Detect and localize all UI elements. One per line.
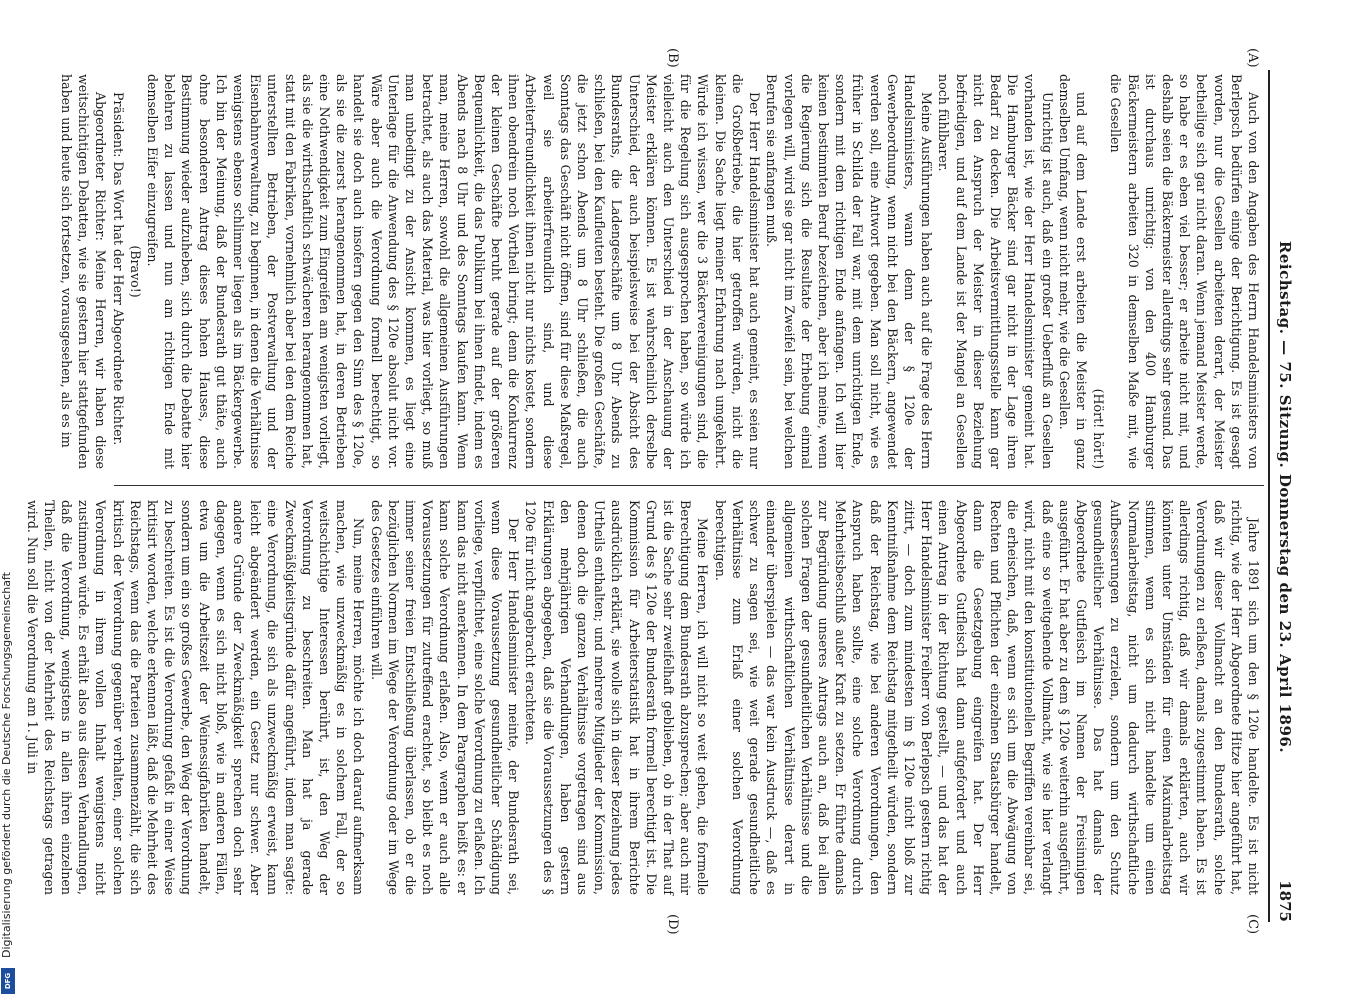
margin-mark-b: (B) (665, 48, 680, 68)
digitization-credit: Digitalisierung gefördert durch die Deutsche Forschungsgemeinschaft (0, 572, 13, 958)
margin-mark-a: (A) (1245, 48, 1260, 68)
paragraph: und auf dem Lande erst arbeiten die Meister in ganz demselben Umfang, wenn nicht mehr, wie die Gesellen. (1056, 74, 1089, 469)
interjection: (Hört! hört!) (1091, 388, 1107, 469)
running-head (1270, 72, 1294, 922)
scanned-page (24, 42, 1300, 942)
page-number: 1875 (1276, 880, 1294, 922)
dfg-logo-icon (1, 968, 15, 994)
column-divider (114, 485, 1264, 486)
dfg-logo-text: DFG (4, 972, 12, 990)
paragraph: Meine Herren, ich will nicht so weit gehen, die formelle Berechtigung dem Bundesrath abzusprechen; aber auch mir ist die Sache sehr zweifelhaft geblieben, ob in der That auf Grund des § 120e der Bundesrath formell berechtigt ist. Die Kommission für Arbeiterstatistik hat in ihrem Berichte ausdrücklich erklärt, sie wolle sich in dieser Beziehung jedes Urtheils enthalten; und mehrere Mitglieder der Kommission, denen doch die ganzen Verhältnisse vorgetragen sind aus den mehrjährigen Verhandlungen, haben gestern Erklärungen abgegeben, daß sie die Voraussetzungen des § 120e für nicht angebracht erachteten. (523, 500, 711, 895)
right-column (24, 500, 1262, 895)
paragraph: Der Herr Handelsminister meinte, der Bundesrath sei, wenn diese Voraussetzung gesundheitlicher Schädigung vorliege, verpflichtet, eine solche Verordnung zu erlaßen. Ich kann das nicht anerkennen. In dem Paragraphen heißt es: er kann solche Verordnung erlaßen. Also, wenn er auch alle Voraussetzungen für zutreffend erachtet, so bleibt es noch immer seiner freien Entschließung überlassen, ob er die bezüglichen Normen im Wege der Verordnung oder im Wege des Gesetzes einführen will. (368, 500, 522, 895)
left-column (58, 74, 1262, 469)
speaker-paragraph: Abgeordneter Richter: Meine Herren, wir haben diese weitschichtigen Debatten, wie sie gestern hier stattgefunden haben und heute sich fortsetzen, vorausgesehen, als es im (58, 74, 109, 469)
margin-mark-c: (C) (1245, 914, 1260, 935)
header-rule (1268, 70, 1270, 922)
interjection: (Bravo!) (127, 245, 143, 298)
paragraph: Jahre 1891 sich um den § 120e handelte. Es ist nicht richtig, wie der Herr Abgeordnete Hitze hier angeführt hat, daß wir dieser Vollmacht an den Bundesrath, solche Verordnungen zu erlaßen, damals zugestimmt haben. Es ist allerdings richtig, daß wir damals erklärten, auch wir könnten unter Umständen für einen Maximalarbeitstag stimmen, wenn es sich nicht handelte um einen Normalarbeitstag, nicht um dadurch wirthschaftliche Aufbesserungen zu erzielen, sondern um den Schutz gesundheitlicher Verhältnisse. Das hat damals der Abgeordnete Gutfleisch im Namen der Freisinnigen ausgeführt. Er hat aber zu dem § 120e weiterhin ausgeführt, daß eine so weitgehende Vollmacht, wie sie hier verlangt wird, nicht mit den konstitutionellen Begriffen vereinbar sei, die erheischen, daß, wenn es sich um die Abwägung von Rechten und Pflichten der einzelnen Staatsbürger handelt, dann die Gesetzgebung eingreifen hat. Der Herr Abgeordnete Gutfleisch hat dann aufgefordert und auch einen Antrag in der Richtung gestellt, — und das hat der Herr Handelsminister Freiherr von Berlepsch gestern richtig zitirt, — doch zum mindesten im § 120e nicht bloß zur Kenntnißnahme dem Reichstag mitgetheilt würden, sondern daß der Reichstag, wie bei anderen Verordnungen, den Anspruch haben sollte, eine solche Verordnung durch Mehrheitsbeschluß außer Kraft zu setzen. Er führte damals zur Begründung unseres Antrags auch an, daß bei allen solchen Fragen der gesundheitlichen Verhältnisse und die allgemeinen wirthschaftlichen Verhältnisse derart in einander überspielen — das war kein Ausdruck —, daß es schwer zu sagen sei, wie weit gerade gesundheitliche Verhältnisse zum Erlaß einer solchen Verordnung berechtigen. (712, 500, 1261, 895)
paragraph: Meine Ausführungen haben auch auf die Frage des Herrn Handelsministers, wann denn der § 120e der Gewerbeordnung, wenn nicht bei den Bäckern, angewendet werden soll, eine Antwort gegeben. Man soll nicht, wie es früher in Schilda der Fall war, mit dem unrichtigen Ende, sondern mit dem richtigen Ende anfangen. Ich will hier keinen bestimmten Beruf bezeichnen, aber ich meine, wenn die Regierung sich die Resultate der Erhebung einmal vorlegen will, wird sie gar nicht im Zweifel sein, bei welchen Berufen sie anfangen muß. (764, 74, 935, 469)
paragraph: Der Herr Handelsminister hat auch gemeint, es seien nur die Großbetriebe, die hier getroffen würden, nicht die kleinen. Die Sache liegt meiner Erfahrung nach umgekehrt. Würde ich wissen, wer die 3 Bäckervereinigungen sind, die für die Regelung sich ausgesprochen haben, so würde ich vielleicht auch den Unterschied in der Anschauung der Meister erklären können. Es ist wahrscheinlich derselbe Unterschied, der auch beispielsweise bei der Absicht des Bundesraths, die Ladengeschäfte um 8 Uhr Abends zu schließen, bei den Kaufleuten besteht. Die großen Geschäfte, die jetzt schon Abends um 8 Uhr schließen, die auch Sonntags das Geschäft nicht öffnen, sind für diese Maßregel, weil sie arbeiterfreundlich sind, und diese Arbeiterfreundlichkeit ihnen nicht nur nichts kostet, sondern ihnen obendrein noch Vortheil bringt; denn die Konkurrenz der kleinen Geschäfte beruht gerade auf der größeren Bequemlichkeit, die das Publikum bei ihnen findet, indem es Abends nach 8 Uhr und des Sonntags kaufen kann. Wenn man, meine Herren, sowohl die allgemeinen Ausführungen betrachtet, als auch das Material, was hier vorliegt, so muß man unbedingt zu der Ansicht kommen, es liegt eine Unterlage für die Anwendung des § 120e absolut nicht vor. Wäre aber auch die Verordnung formell berechtigt, so handelt sie doch auch insofern gegen den Sinn des § 120e, als sie die zuerst herangenommen hat, in deren Betrieben eine Nothwendigkeit zum Eingreifen am wenigsten vorliegt, als sie die wirthschaftlich schwächeren herangenommen hat, statt mit den Fabriken, vornehmlich aber bei den dem Reiche unterstellten Betrieben, der Postverwaltung und der Eisenbahnverwaltung, zu beginnen, in denen die Verhältnisse wenigstens ebenso schlimmer liegen als im Bäckergewerbe. Ich bin der Meinung, daß der Bundesrath gut thäte, auch ohne besonderen Antrag dieses hohen Hauses, diese Bestimmung wieder aufzuheben, sich durch die Debatte hier belehren zu lassen und nun am richtigen Ende mit demselben Eifer einzugreifen. (145, 74, 763, 469)
paragraph: Nun, meine Herren, möchte ich doch darauf aufmerksam machen, wie unzweckmäßig es in solchem Fall, der so weitschichtige Interessen berührt, ist, den Weg der Verordnung zu beschreiten. Man hat ja gerade Zweckmäßigkeitsgründe dafür angeführt, indem man sagte: eine Verordnung, die sich als unzweckmäßig erweist, kann leicht abgeändert werden, ein Gesetz nur schwer. Aber andere Gründe der Zweckmäßigkeit sprechen doch sehr dagegen, wenn es sich nicht bloß, wie in anderen Fällen, etwa um die Arbeitszeit der Weinessigfabriken handelt, sondern um ein so großes Gewerbe, den Weg der Verordnung zu beschreiten. Es ist die Verordnung gefaßt in einer Weise kritisirt worden, welche erkennen läßt, daß die Mehrheit des Reichstags, wenn das die Parteien zusammenzählt, die sich kritisch der Verordnung gegenüber verhalten, einer solchen Verordnung in ihrem vollen Inhalt wenigstens nicht zustimmen würde. Es erhält also aus diesen Verhandlungen, daß die Verordnung, wenigstens in allen ihren einzelnen Theilen, nicht von der Mehrheit des Reichstags getragen wird. Nun soll die Verordnung am 1. Juli in (24, 500, 367, 895)
speaker-paragraph: Präsident: Das Wort hat der Herr Abgeordnete Richter. (110, 92, 126, 446)
paragraph: Auch von den Angaben des Herrn Handelsministers von Berlepsch bedürfen einige der Berichtigung. Es ist gesagt worden, nur die Gesellen arbeiteten derart, der Meister betheilige sich gar nicht daran. Wenn jemand Meister werde, so habe er es eben viel besser; er arbeite nicht mit, und deshalb seien die Bäckermeister allerdings sehr gesund. Das ist durchaus unrichtig: von den 400 Hamburger Bäckermeistern arbeiten 320 in demselben Maße mit, wie die Gesellen (1108, 74, 1261, 469)
running-title: Reichstag. — 75. Sitzung. Donnerstag den 23. April 1896. (1276, 240, 1294, 754)
margin-mark-d: (D) (665, 914, 680, 935)
paragraph: Unrichtig ist auch, daß ein großer Ueberfluß an Gesellen vorhanden ist, wie der Herr Handelsminister gemeint hat. Die Hamburger Bäcker sind gar nicht in der Lage ihren Bedarf zu decken. Die Arbeitsvermittlungsstelle kann gar nicht den Anspruch der Meister in dieser Beziehung befriedigen, und auf dem Lande ist der Mangel an Gesellen noch fühlbarer. (936, 74, 1055, 469)
scanned-page-area (24, 42, 1300, 942)
